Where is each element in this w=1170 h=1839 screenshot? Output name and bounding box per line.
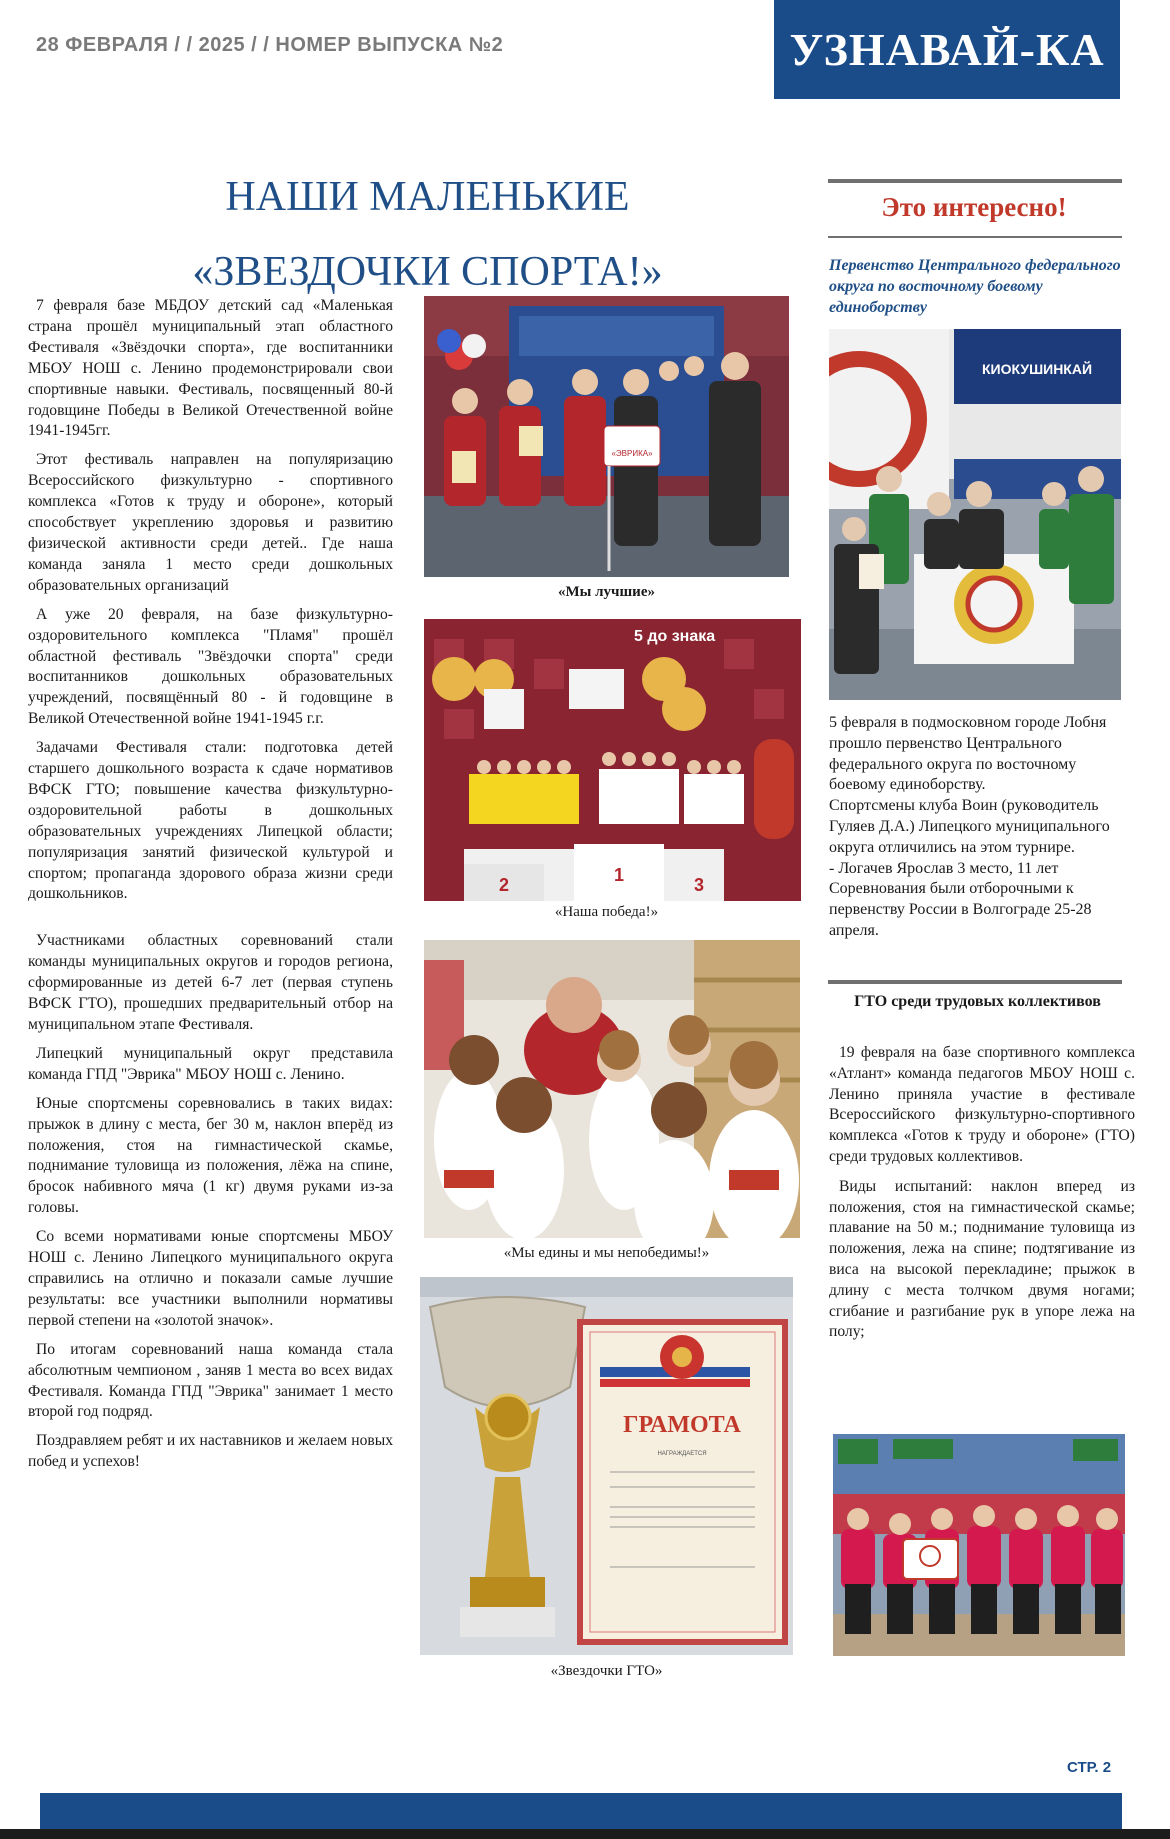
gto-paragraph: Виды испытаний: наклон вперед из положения, стоя на гимнастической скамье; плавание на 50 м.; поднимание туловища из положения, лежа на спине; подтягивание из виса на высокой перекладине; прыжок в длину с места толчком двумя ногами; сгибание и разгибание рук в упоре лежа на полу; bbox=[829, 1177, 1135, 1341]
svg-text:1: 1 bbox=[613, 865, 625, 885]
article-paragraph: А уже 20 февраля, на базе физкультурно-оздоровительного комплекса "Пламя" прошёл областной фестиваль "Звёздочки спорта" среди воспитанников дошкольных образовательных учреждений, посвящённый 80 - й годовщине в Великой Отечественной войне 1941-1945 г.г. bbox=[28, 605, 393, 728]
article-paragraph: Поздравляем ребят и их наставников и желаем новых побед и успехов! bbox=[28, 1432, 393, 1471]
article-paragraph: Юные спортсмены соревновались в таких видах: прыжок в длину с места, бег 30 м, наклон вперёд из положения, стоя на гимнастической скамье, поднимание туловища из положения, лёжа на спине, бросок набивного мяча (1 кг) двумя руками из-за головы. bbox=[28, 1094, 393, 1217]
sidebar-heading-rule bbox=[828, 236, 1122, 238]
teachers-team-photo bbox=[833, 1434, 1125, 1656]
team-badge-label: «ЭВРИКА» bbox=[611, 449, 653, 458]
masthead-title: УЗНАВАЙ-КА bbox=[789, 24, 1105, 75]
certificate-subtitle: НАГРАЖДАЕТСЯ bbox=[657, 1451, 707, 1457]
sidebar-paragraph: - Логачев Ярослав 3 место, 11 лет bbox=[829, 859, 1059, 877]
article-paragraph: Задачами Фестиваля стали: подготовка детей старшего дошкольного возраста к сдаче нормативов ВФСК ГТО; повышение качества физкультурно-оздоровительной работы в дошкольных образовательных учреждениях Липецкой области; популяризация занятий физической культурой и спортом; пропаганда здорового образа жизни среди дошкольников. bbox=[28, 739, 393, 903]
podium-photo bbox=[424, 619, 801, 901]
karate-team-photo bbox=[829, 329, 1121, 700]
gto-section-rule bbox=[828, 980, 1122, 984]
article-paragraph: Липецкий муниципальный округ представила команда ГПД "Эврика" МБОУ НОШ с. Ленино. bbox=[28, 1044, 393, 1083]
sidebar-heading: Это интересно! bbox=[881, 192, 1067, 222]
photo-caption: «Наша победа!» bbox=[554, 904, 659, 920]
footer-bar bbox=[40, 1793, 1122, 1829]
gto-article-text bbox=[829, 1043, 1135, 1352]
photo-caption: «Звездочки ГТО» bbox=[550, 1663, 663, 1679]
article-paragraph: Участниками областных соревнований стали команды муниципальных округов и городов региона, сформированные из детей 6-7 лет (первая ступень ВФСК ГТО), прошедших предварительный отбор на муниципальном этапе Фестиваля. bbox=[28, 932, 393, 1033]
podium-wall-text: 5 до знака bbox=[634, 628, 716, 645]
sidebar-subheading: Первенство Центрального федерального округа по восточному боевому единоборству bbox=[829, 257, 1121, 316]
article-paragraph: Этот фестиваль направлен на популяризацию Всероссийского физкультурно - спортивного комплекса «Готов к труду и обороне», который способствует укреплению здоровья и развитию физической активности среди детей.. Где наша команда заняла 1 место среди дошкольных образовательных организаций bbox=[28, 451, 393, 594]
kids-huddle-photo bbox=[424, 940, 800, 1238]
photo-caption: «Мы едины и мы непобедимы!» bbox=[503, 1245, 710, 1261]
page-number: СТР. 2 bbox=[1067, 1759, 1112, 1776]
certificate-title: ГРАМОТА bbox=[623, 1412, 741, 1438]
issue-date-line: 28 ФЕВРАЛЯ / / 2025 / / НОМЕР ВЫПУСКА №2 bbox=[36, 34, 504, 56]
photo-caption: «Мы лучшие» bbox=[558, 584, 655, 600]
masthead-logo bbox=[774, 0, 1120, 99]
svg-text:3: 3 bbox=[693, 875, 705, 895]
sidebar-article-text bbox=[829, 713, 1129, 942]
footer-edge bbox=[0, 1829, 1170, 1839]
sidebar-paragraph: 5 февраля в подмосковном городе Лобня прошло первенство Центрального федерального округа по восточному боевому единоборству. bbox=[829, 714, 1107, 794]
article-paragraph: По итогам соревнований наша команда стала абсолютным чемпионом , заняв 1 места во всех видах Фестиваля. Команда ГПД "Эврика" занимает 1 место второй год подряд. bbox=[28, 1340, 393, 1421]
svg-text:2: 2 bbox=[498, 875, 510, 895]
article-title-line-1: НАШИ МАЛЕНЬКИЕ bbox=[225, 174, 630, 220]
sidebar-top-rule bbox=[828, 179, 1122, 183]
team-photo-best bbox=[424, 296, 789, 577]
article-paragraph: Со всеми нормативами юные спортсмены МБОУ НОШ с. Ленино Липецкого муниципального округа справились на отлично и показали самые лучшие результаты: все участники выполнили нормативы первой степени на «золотой значок». bbox=[28, 1228, 393, 1329]
sidebar-paragraph: Соревнования были отборочными к первенству России в Волгограде 25-28 апреля. bbox=[829, 880, 1092, 939]
article-title bbox=[150, 160, 705, 310]
sidebar-paragraph: Спортсмены клуба Воин (руководитель Гуляев Д.А.) Липецкого муниципального округа отличились на этом турнире. bbox=[829, 797, 1110, 856]
gto-heading: ГТО среди трудовых коллективов bbox=[854, 993, 1101, 1010]
gto-paragraph: 19 февраля на базе спортивного комплекса «Атлант» команда педагогов МБОУ НОШ с. Ленино приняла участие в фестивале Всероссийского физкультурно-спортивного комплекса «Готов к труду и обороне» (ГТО) среди трудовых коллективов. bbox=[829, 1044, 1135, 1165]
article-body bbox=[28, 296, 393, 1481]
article-title-line-2: «ЗВЕЗДОЧКИ СПОРТА!» bbox=[192, 249, 663, 295]
photo-banner-text: КИОКУШИНКАЙ bbox=[981, 361, 1093, 377]
article-paragraph: 7 февраля базе МБДОУ детский сад «Маленькая страна прошёл муниципальный этап областного Фестиваля «Звёздочки спорта», где воспитанники МБОУ НОШ с. Ленино продемонстрировали свои спортивные навыки. Фестиваль, посвященный 80-й годовщине Победы в Великой Отечественной войне 1941-1945гг. bbox=[28, 297, 393, 440]
cup-certificate-photo bbox=[420, 1277, 793, 1655]
